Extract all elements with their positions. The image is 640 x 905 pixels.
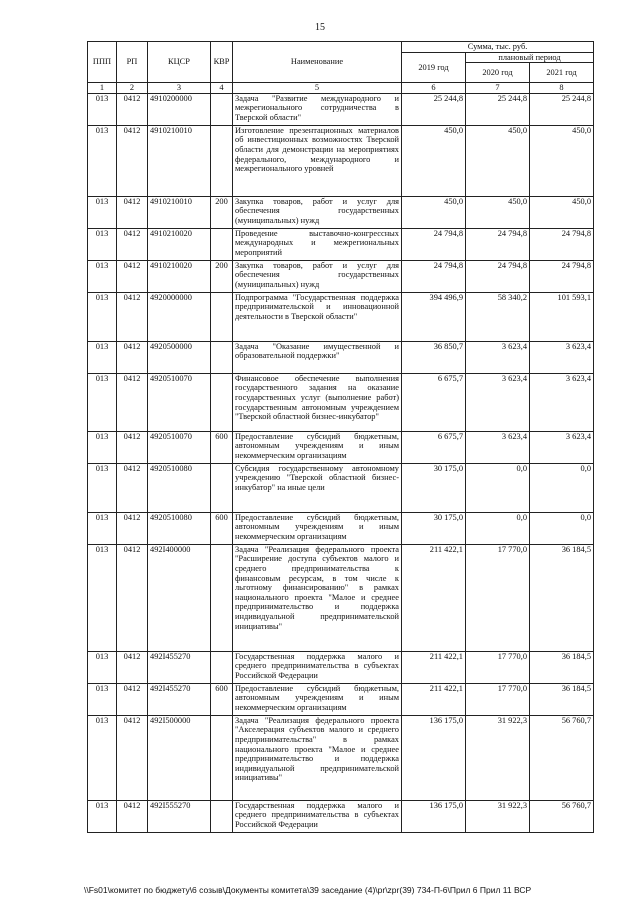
- cell-kvr: [211, 715, 233, 800]
- cell-rp: 0412: [117, 260, 148, 292]
- cell-kvr: [211, 125, 233, 196]
- cell-rp: 0412: [117, 463, 148, 512]
- table-row: [88, 196, 594, 228]
- cell-kcsr: 4920510080: [148, 463, 211, 512]
- cell-kvr: [211, 800, 233, 832]
- header-name: Наименование: [233, 42, 402, 83]
- column-number: 8: [530, 83, 594, 94]
- cell-kvr: 600: [211, 683, 233, 715]
- cell-amount-2019: 211 422,1: [402, 544, 466, 651]
- cell-amount-2021: 3 623,4: [530, 373, 594, 431]
- cell-ppp: 013: [88, 196, 117, 228]
- cell-amount-2020: 3 623,4: [466, 341, 530, 373]
- cell-kcsr: 4920510070: [148, 373, 211, 431]
- cell-rp: 0412: [117, 683, 148, 715]
- cell-amount-2021: 36 184,5: [530, 651, 594, 683]
- cell-name: Предоставление субсидий бюджетным, автономным учреждениям и иным некоммерческим организациям: [233, 431, 402, 463]
- column-number: 1: [88, 83, 117, 94]
- cell-amount-2019: 394 496,9: [402, 292, 466, 341]
- table-row: [88, 651, 594, 683]
- cell-amount-2020: 31 922,3: [466, 715, 530, 800]
- cell-amount-2021: 450,0: [530, 125, 594, 196]
- header-sum: Сумма, тыс. руб.: [402, 42, 594, 53]
- column-number: 2: [117, 83, 148, 94]
- table-row: [88, 544, 594, 651]
- cell-kvr: 200: [211, 260, 233, 292]
- table-row: [88, 715, 594, 800]
- cell-amount-2020: 0,0: [466, 512, 530, 544]
- cell-kvr: [211, 341, 233, 373]
- cell-name: Задача "Оказание имущественной и образовательной поддержки": [233, 341, 402, 373]
- cell-kvr: 200: [211, 196, 233, 228]
- table-row: [88, 512, 594, 544]
- cell-amount-2019: 6 675,7: [402, 373, 466, 431]
- header-planned: плановый период: [466, 52, 594, 63]
- cell-kcsr: 492I455270: [148, 651, 211, 683]
- cell-kcsr: 4910210020: [148, 228, 211, 260]
- cell-amount-2020: 58 340,2: [466, 292, 530, 341]
- cell-rp: 0412: [117, 228, 148, 260]
- cell-ppp: 013: [88, 463, 117, 512]
- cell-kcsr: 492I455270: [148, 683, 211, 715]
- cell-amount-2019: 136 175,0: [402, 800, 466, 832]
- cell-kvr: [211, 228, 233, 260]
- cell-amount-2021: 56 760,7: [530, 715, 594, 800]
- cell-ppp: 013: [88, 93, 117, 125]
- budget-table: [87, 41, 594, 833]
- cell-amount-2019: 30 175,0: [402, 512, 466, 544]
- cell-amount-2019: 25 244,8: [402, 93, 466, 125]
- cell-ppp: 013: [88, 260, 117, 292]
- table-row: [88, 683, 594, 715]
- cell-name: Задача "Развитие международного и межрегионального сотрудничества в Тверской области": [233, 93, 402, 125]
- cell-name: Задача "Реализация федерального проекта "Акселерация субъектов малого и среднего предпринимательства" в рамках национального проекта "Малое и среднее предпринимательство и поддержка индивидуальной предпринимательской инициативы": [233, 715, 402, 800]
- cell-rp: 0412: [117, 800, 148, 832]
- table-row: [88, 125, 594, 196]
- cell-kvr: [211, 373, 233, 431]
- cell-ppp: 013: [88, 228, 117, 260]
- cell-amount-2019: 24 794,8: [402, 228, 466, 260]
- cell-kcsr: 4920000000: [148, 292, 211, 341]
- cell-rp: 0412: [117, 373, 148, 431]
- table-row: [88, 292, 594, 341]
- cell-amount-2021: 0,0: [530, 463, 594, 512]
- cell-amount-2021: 0,0: [530, 512, 594, 544]
- cell-kvr: [211, 93, 233, 125]
- cell-amount-2020: 17 770,0: [466, 683, 530, 715]
- column-number-row: [88, 83, 594, 94]
- cell-name: Государственная поддержка малого и среднего предпринимательства в субъектах Российской Федерации: [233, 651, 402, 683]
- cell-amount-2021: 450,0: [530, 196, 594, 228]
- cell-rp: 0412: [117, 512, 148, 544]
- cell-name: Задача "Реализация федерального проекта "Расширение доступа субъектов малого и среднего предпринимательства к финансовым ресурсам, в том числе к льготному финансированию" в рамках национального проекта "Малое и среднее предпринимательство и поддержка индивидуальной предпринимательской инициативы": [233, 544, 402, 651]
- cell-rp: 0412: [117, 651, 148, 683]
- table-row: [88, 800, 594, 832]
- cell-ppp: 013: [88, 373, 117, 431]
- cell-kcsr: 4920510070: [148, 431, 211, 463]
- cell-rp: 0412: [117, 125, 148, 196]
- cell-name: Субсидия государственному автономному учреждению "Тверской областной бизнес-инкубатор" на иные цели: [233, 463, 402, 512]
- cell-name: Предоставление субсидий бюджетным, автономным учреждениям и иным некоммерческим организациям: [233, 683, 402, 715]
- cell-amount-2021: 3 623,4: [530, 341, 594, 373]
- cell-kcsr: 492I500000: [148, 715, 211, 800]
- cell-rp: 0412: [117, 196, 148, 228]
- table-row: [88, 373, 594, 431]
- cell-rp: 0412: [117, 431, 148, 463]
- header-2021: 2021 год: [530, 63, 594, 83]
- cell-amount-2020: 17 770,0: [466, 544, 530, 651]
- cell-ppp: 013: [88, 431, 117, 463]
- cell-rp: 0412: [117, 93, 148, 125]
- cell-kcsr: 4910200000: [148, 93, 211, 125]
- cell-kvr: [211, 651, 233, 683]
- cell-name: Подпрограмма "Государственная поддержка предпринимательской и инновационной деятельности в Тверской области": [233, 292, 402, 341]
- cell-amount-2021: 24 794,8: [530, 260, 594, 292]
- cell-ppp: 013: [88, 715, 117, 800]
- table-body: [88, 93, 594, 832]
- cell-amount-2021: 56 760,7: [530, 800, 594, 832]
- cell-amount-2019: 450,0: [402, 125, 466, 196]
- cell-amount-2020: 3 623,4: [466, 373, 530, 431]
- cell-kcsr: 4910210020: [148, 260, 211, 292]
- cell-ppp: 013: [88, 683, 117, 715]
- table-row: [88, 228, 594, 260]
- table-row: [88, 260, 594, 292]
- cell-amount-2021: 101 593,1: [530, 292, 594, 341]
- cell-kcsr: 492I555270: [148, 800, 211, 832]
- cell-amount-2021: 25 244,8: [530, 93, 594, 125]
- table-row: [88, 431, 594, 463]
- cell-kcsr: 4920500000: [148, 341, 211, 373]
- cell-kcsr: 4910210010: [148, 125, 211, 196]
- cell-kcsr: 492I400000: [148, 544, 211, 651]
- cell-amount-2019: 136 175,0: [402, 715, 466, 800]
- cell-amount-2020: 31 922,3: [466, 800, 530, 832]
- header-rp: РП: [117, 42, 148, 83]
- cell-amount-2020: 25 244,8: [466, 93, 530, 125]
- cell-ppp: 013: [88, 125, 117, 196]
- cell-name: Государственная поддержка малого и среднего предпринимательства в субъектах Российской Федерации: [233, 800, 402, 832]
- cell-kcsr: 4920510080: [148, 512, 211, 544]
- cell-name: Изготовление презентационных материалов об инвестиционных возможностях Тверской области для демонстрации на мероприятиях федерального, международного и межрегионального уровней: [233, 125, 402, 196]
- page-number: 15: [315, 22, 325, 33]
- cell-ppp: 013: [88, 292, 117, 341]
- cell-amount-2020: 24 794,8: [466, 260, 530, 292]
- cell-amount-2019: 30 175,0: [402, 463, 466, 512]
- cell-amount-2021: 36 184,5: [530, 544, 594, 651]
- cell-amount-2019: 36 850,7: [402, 341, 466, 373]
- cell-ppp: 013: [88, 544, 117, 651]
- cell-rp: 0412: [117, 544, 148, 651]
- cell-name: Финансовое обеспечение выполнения государственного задания на оказание государственных услуг (выполнение работ) государственным автономным учреждением "Тверской областной бизнес-инкубатор": [233, 373, 402, 431]
- cell-name: Закупка товаров, работ и услуг для обеспечения государственных (муниципальных) нужд: [233, 260, 402, 292]
- cell-amount-2020: 24 794,8: [466, 228, 530, 260]
- cell-amount-2019: 450,0: [402, 196, 466, 228]
- file-path-footer: \\Fs01\комитет по бюджету\6 созыв\Документы комитета\39 заседание (4)\pr\zpr(39) 734-П-6\Прил 6 Прил 11 ВСР: [84, 885, 532, 895]
- cell-kvr: [211, 544, 233, 651]
- cell-amount-2019: 6 675,7: [402, 431, 466, 463]
- cell-amount-2020: 17 770,0: [466, 651, 530, 683]
- cell-amount-2019: 211 422,1: [402, 683, 466, 715]
- cell-amount-2021: 36 184,5: [530, 683, 594, 715]
- cell-kvr: [211, 292, 233, 341]
- header-ppp: ППП: [88, 42, 117, 83]
- cell-amount-2020: 3 623,4: [466, 431, 530, 463]
- column-number: 4: [211, 83, 233, 94]
- header-kcsr: КЦСР: [148, 42, 211, 83]
- column-number: 5: [233, 83, 402, 94]
- cell-kcsr: 4910210010: [148, 196, 211, 228]
- header-2019: 2019 год: [402, 52, 466, 83]
- cell-amount-2020: 0,0: [466, 463, 530, 512]
- cell-amount-2019: 211 422,1: [402, 651, 466, 683]
- cell-kvr: 600: [211, 431, 233, 463]
- cell-name: Закупка товаров, работ и услуг для обеспечения государственных (муниципальных) нужд: [233, 196, 402, 228]
- cell-ppp: 013: [88, 651, 117, 683]
- cell-kvr: 600: [211, 512, 233, 544]
- cell-ppp: 013: [88, 512, 117, 544]
- table-row: [88, 341, 594, 373]
- cell-name: Предоставление субсидий бюджетным, автономным учреждениям и иным некоммерческим организациям: [233, 512, 402, 544]
- column-number: 6: [402, 83, 466, 94]
- cell-rp: 0412: [117, 341, 148, 373]
- cell-ppp: 013: [88, 341, 117, 373]
- cell-amount-2019: 24 794,8: [402, 260, 466, 292]
- header-2020: 2020 год: [466, 63, 530, 83]
- header-kvr: КВР: [211, 42, 233, 83]
- cell-rp: 0412: [117, 292, 148, 341]
- table-row: [88, 463, 594, 512]
- cell-amount-2021: 24 794,8: [530, 228, 594, 260]
- column-number: 3: [148, 83, 211, 94]
- cell-name: Проведение выставочно-конгрессных международных и межрегиональных мероприятий: [233, 228, 402, 260]
- cell-ppp: 013: [88, 800, 117, 832]
- cell-kvr: [211, 463, 233, 512]
- cell-amount-2021: 3 623,4: [530, 431, 594, 463]
- cell-amount-2020: 450,0: [466, 125, 530, 196]
- cell-amount-2020: 450,0: [466, 196, 530, 228]
- column-number: 7: [466, 83, 530, 94]
- table-row: [88, 93, 594, 125]
- cell-rp: 0412: [117, 715, 148, 800]
